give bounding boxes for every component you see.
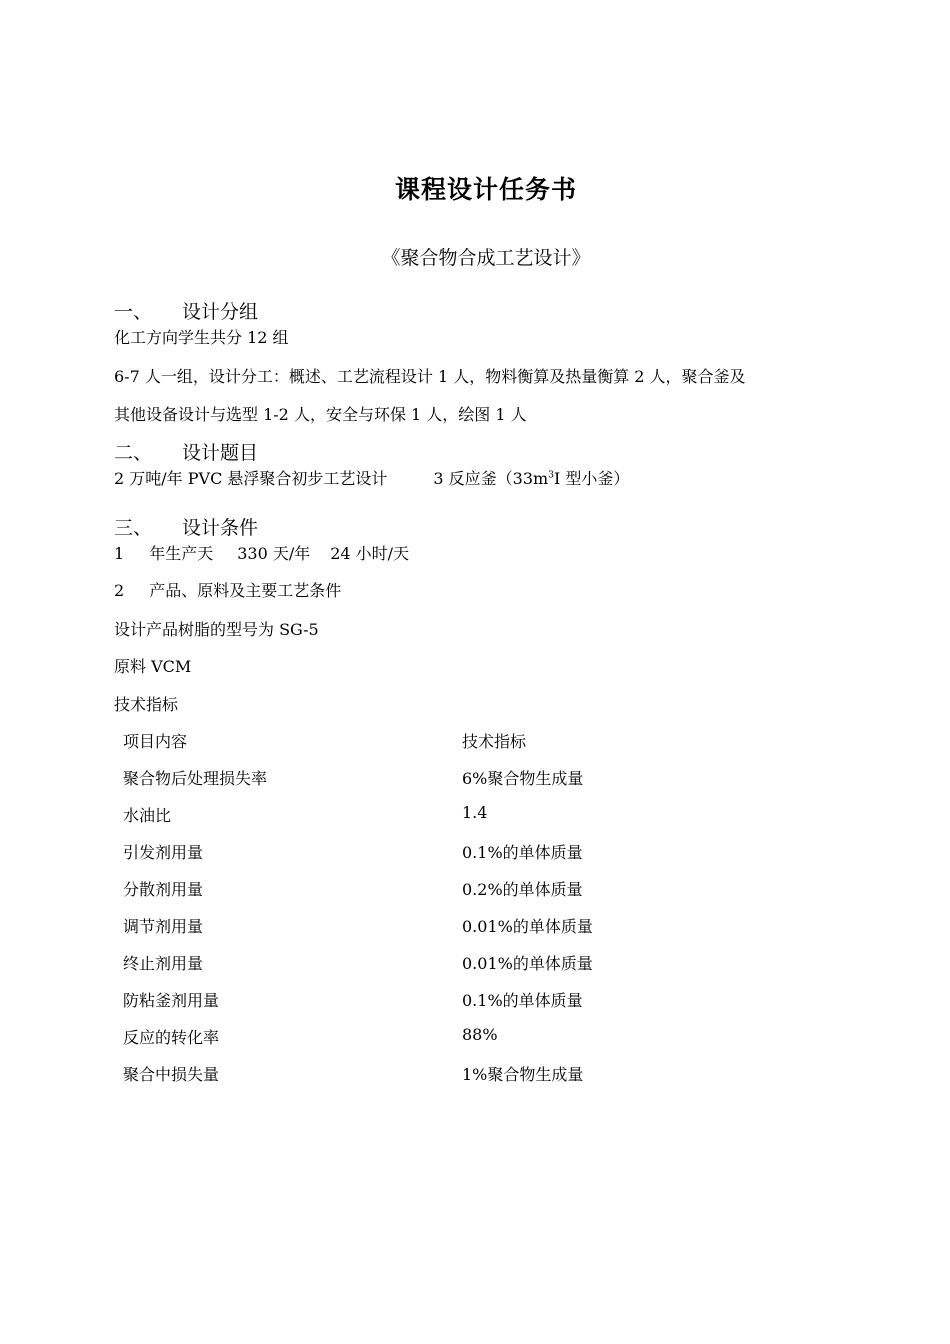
raw-material-text: 原料 VCM <box>114 657 192 676</box>
reactor-spec: 3 反应釜（$33m^3Ⅰ$ 型小釜） <box>433 469 630 488</box>
section-title: 设计分组 <box>182 301 259 323</box>
group-count-text: 化工方向学生共分 12 组 <box>114 328 289 347</box>
division-text-line2: 其他设备设计与选型 1-2 人，安全与环保 1 人，绘图 1 人 <box>114 405 527 424</box>
document-subtitle: 《聚合物合成工艺设计》 <box>381 247 591 269</box>
document-page: 课程设计任务书 《聚合物合成工艺设计》 一、 设计分组 化工方向学生共分 12 组 6-7 人一组，设计分工：概述、工艺流程设计 1 人，物料衡算及热量衡算 2 人，聚合釜及 其他设备设计与选型 1-2 人，安全与环保 1 人，绘图 1 人 二、 设计题目 2 万吨/年 PVC 悬浮聚合初步工艺设计 3 反应釜（$33m^3Ⅰ$ 型小釜） 三、 设计条件 1 年生产天 330 天/年 24 小时/天 2 产品、原料及主要工艺条件 设计产品树脂的型号为 SG-5 原料 VCM 技术指标 项目内容 技术指标 聚合物后处理损失率 6%聚合物生成量 水油比 1.4 引发剂用量 0.1%的单体质量 分散剂用量 0.2%的单体质量 调节剂用量 0.01%的单体质量 终止剂用量 0.01%的单体质量 防粘釜剂用量 0.1%的单体质量 反应的转化率 88% 聚合中损失量 1%聚合物生成量 <box>0 0 950 1344</box>
section-number: 三、 <box>114 517 153 539</box>
section-title: 设计题目 <box>182 442 259 464</box>
topic-name: 2 万吨/年 PVC 悬浮聚合初步工艺设计 <box>114 469 388 488</box>
production-days-line: 1 年生产天 330 天/年 24 小时/天 <box>114 544 410 563</box>
section-number: 二、 <box>114 442 153 464</box>
section-title: 设计条件 <box>182 517 259 539</box>
product-model-text: 设计产品树脂的型号为 SG-5 <box>114 620 319 639</box>
product-conditions-line: 2 产品、原料及主要工艺条件 <box>114 581 342 600</box>
section-heading-conditions <box>114 513 258 540</box>
division-text-line1: 6-7 人一组，设计分工：概述、工艺流程设计 1 人，物料衡算及热量衡算 2 人，聚合釜及 <box>114 367 746 386</box>
section-heading-topic <box>114 438 258 465</box>
document-title: 课程设计任务书 <box>394 175 577 204</box>
spec-title-text: 技术指标 <box>114 695 179 714</box>
section-number: 一、 <box>114 301 153 323</box>
design-topic-text <box>114 466 629 489</box>
section-heading-grouping <box>114 297 258 324</box>
